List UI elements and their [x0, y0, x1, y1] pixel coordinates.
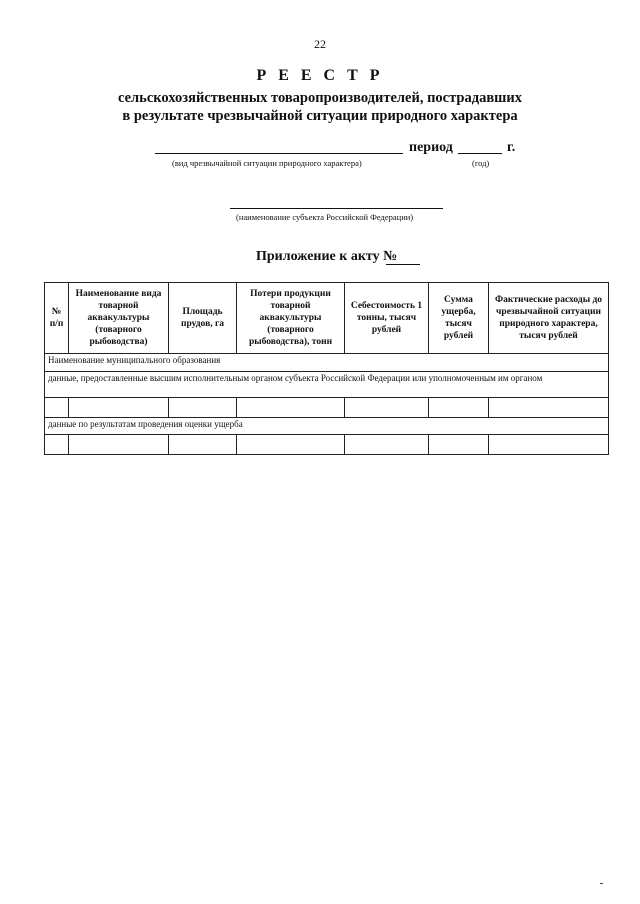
- header-unit-cost: Себестоимость 1 тонны, тысяч рублей: [345, 283, 429, 354]
- appendix-label: Приложение к акту №: [256, 249, 398, 264]
- table-cell: [45, 398, 69, 418]
- year-blank: [458, 153, 502, 154]
- table-section-row: [45, 418, 609, 435]
- header-number: № п/п: [45, 283, 69, 354]
- section-assessment-data: данные по результатам проведения оценки ущерба: [45, 418, 609, 435]
- document-title: Р Е Е С Т Р: [256, 67, 384, 84]
- document-subtitle-line-2: в результате чрезвычайной ситуации природного характера: [122, 108, 518, 124]
- table-cell: [169, 398, 237, 418]
- table-cell: [69, 398, 169, 418]
- table-cell: [237, 435, 345, 455]
- table-cell: [169, 435, 237, 455]
- table-section-row: [45, 354, 609, 372]
- table-cell: [429, 435, 489, 455]
- period-label: период: [409, 140, 453, 155]
- emergency-type-caption: (вид чрезвычайной ситуации природного характера): [172, 158, 362, 168]
- table-row: [45, 435, 609, 455]
- table-cell: [237, 398, 345, 418]
- table-cell: [429, 398, 489, 418]
- year-caption: (год): [472, 158, 490, 168]
- year-suffix: г.: [507, 140, 516, 155]
- table-cell: [489, 435, 609, 455]
- federal-subject-blank: [230, 208, 443, 209]
- table-cell: [489, 398, 609, 418]
- table-section-row: [45, 372, 609, 398]
- header-pond-area: Площадь прудов, га: [169, 283, 237, 354]
- header-actual-expenses: Фактические расходы до чрезвычайной ситуации природного характера, тысяч рублей: [489, 283, 609, 354]
- header-damage-amount: Сумма ущерба, тысяч рублей: [429, 283, 489, 354]
- table-cell: [345, 398, 429, 418]
- page-number: 22: [314, 37, 326, 51]
- section-municipality: Наименование муниципального образования: [45, 354, 609, 372]
- table-cell: [69, 435, 169, 455]
- header-production-loss: Потери продукции товарной аквакультуры (товарного рыбоводства), тонн: [237, 283, 345, 354]
- scan-mark: [600, 883, 603, 884]
- header-species: Наименование вида товарной аквакультуры (товарного рыбоводства): [69, 283, 169, 354]
- document-subtitle-line-1: сельскохозяйственных товаропроизводителей, пострадавших: [117, 90, 522, 106]
- act-number-blank: [386, 264, 420, 265]
- table-row: [45, 398, 609, 418]
- registry-table: [44, 282, 609, 455]
- section-authority-data: данные, предоставленные высшим исполнительным органом субъекта Российской Федерации или уполномоченным им органом: [45, 372, 609, 398]
- emergency-type-blank: [155, 153, 403, 154]
- table-cell: [345, 435, 429, 455]
- federal-subject-caption: (наименование субъекта Российской Федерации): [236, 212, 414, 222]
- table-header-row: [45, 283, 609, 354]
- table-cell: [45, 435, 69, 455]
